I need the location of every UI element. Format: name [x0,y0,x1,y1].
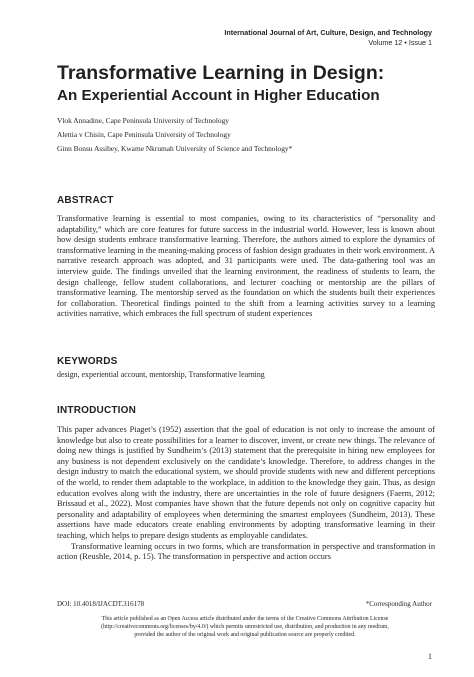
license-notice [70,616,420,639]
author-list [57,114,437,155]
title-line-2: An Experiential Account in Higher Education [57,87,380,104]
keywords-heading: KEYWORDS [57,356,118,367]
author-3: Ginn Bonsu Assibey, Kwame Nkrumah University of Science and Technology* [57,143,293,153]
license-line-2[interactable]: (http://creativecommons.org/licenses/by/4.0/) which permits unrestricted use, distribution, and production in any medium, [101,623,389,630]
page-number: 1 [428,652,432,661]
introduction-body [57,425,435,563]
doi-link[interactable]: DOI: 10.4018/IJACDT.316178 [57,600,145,608]
volume-issue: Volume 12 • Issue 1 [368,37,432,47]
author-2: Alettia v Chisin, Cape Peninsula University of Technology [57,129,231,139]
article-title [57,62,437,107]
author-1: Vlok Annadine, Cape Peninsula University of Technology [57,116,229,125]
license-line-1: This article published as an Open Access article distributed under the terms of the Creative Commons Attribution License [101,616,389,622]
intro-paragraph-2: Transformative learning occurs in two forms, which are transformation in perspective and transformation in action (Reushle, 2014, p. 15). The transformation in perspective and action occurs [57,541,435,562]
abstract-heading: ABSTRACT [57,195,114,206]
journal-header [224,28,432,47]
license-line-3: provided the author of the original work and original publication source are properly credited. [134,631,356,638]
abstract-text: Transformative learning is essential to most companies, owing to its characteristics of “personality and adaptability,” which are core features for future success in the industrial world. However, less is known about how design students embrace transformative learning. Therefore, the authors aimed to explore the dynamics of transformative learning in the meaning-making process of fashion design graduates in their work environment. A narrative research approach was adopted, and 31 participants were used. The data-gathering tool was an interview guide. The findings unveiled that the learning environment, the readiness of students to learn, the design challenge, fellow student collaborations, and lecturer coaching or mentorship are the pillars of transformative learning. The mentorship served as the foundation on which the students built their experiences for collaboration. Theoretical findings pointed to the shift from a learning activities survey to a learning activities narrative, which embraces the full spectrum of student experiences [57,214,435,319]
journal-name: International Journal of Art, Culture, Design, and Technology [224,28,432,37]
introduction-heading: INTRODUCTION [57,405,137,416]
keywords-text: design, experiential account, mentorship, Transformative learning [57,370,265,379]
corresponding-author-note: *Corresponding Author [365,600,432,608]
title-line-1: Transformative Learning in Design: [57,62,385,84]
intro-paragraph-1: This paper advances Piaget’s (1952) assertion that the goal of education is not only to increase the amount of knowledge but also to create possibilities for a learner to discover, invent, or create new things. The relevance of doing new things is justified by Sundheim’s (2013) statement that the prerequisite in hiring new employees for any business is not dependent exclusively on the candidate’s knowledge. Therefore, to address changes in the design industry to match the educational system, we should provide students with new and different perceptions of the world, to render them adaptable to the workplace, in addition to the knowledge they gain. Thus, as design education evolves along with the industry, there are uncertainties in the role of future designers (Faerm, 2012; Brissaud et al., 2022). Most companies have shown that the future depends not only on cognitive capacity but personality and adaptability of employees when determining the smartest employees (Sundheim, 2013). These assertions have made educators create enabling environments by adopting transformative learning in their teaching, which helps to prepare design students as employable candidates. [57,425,435,540]
